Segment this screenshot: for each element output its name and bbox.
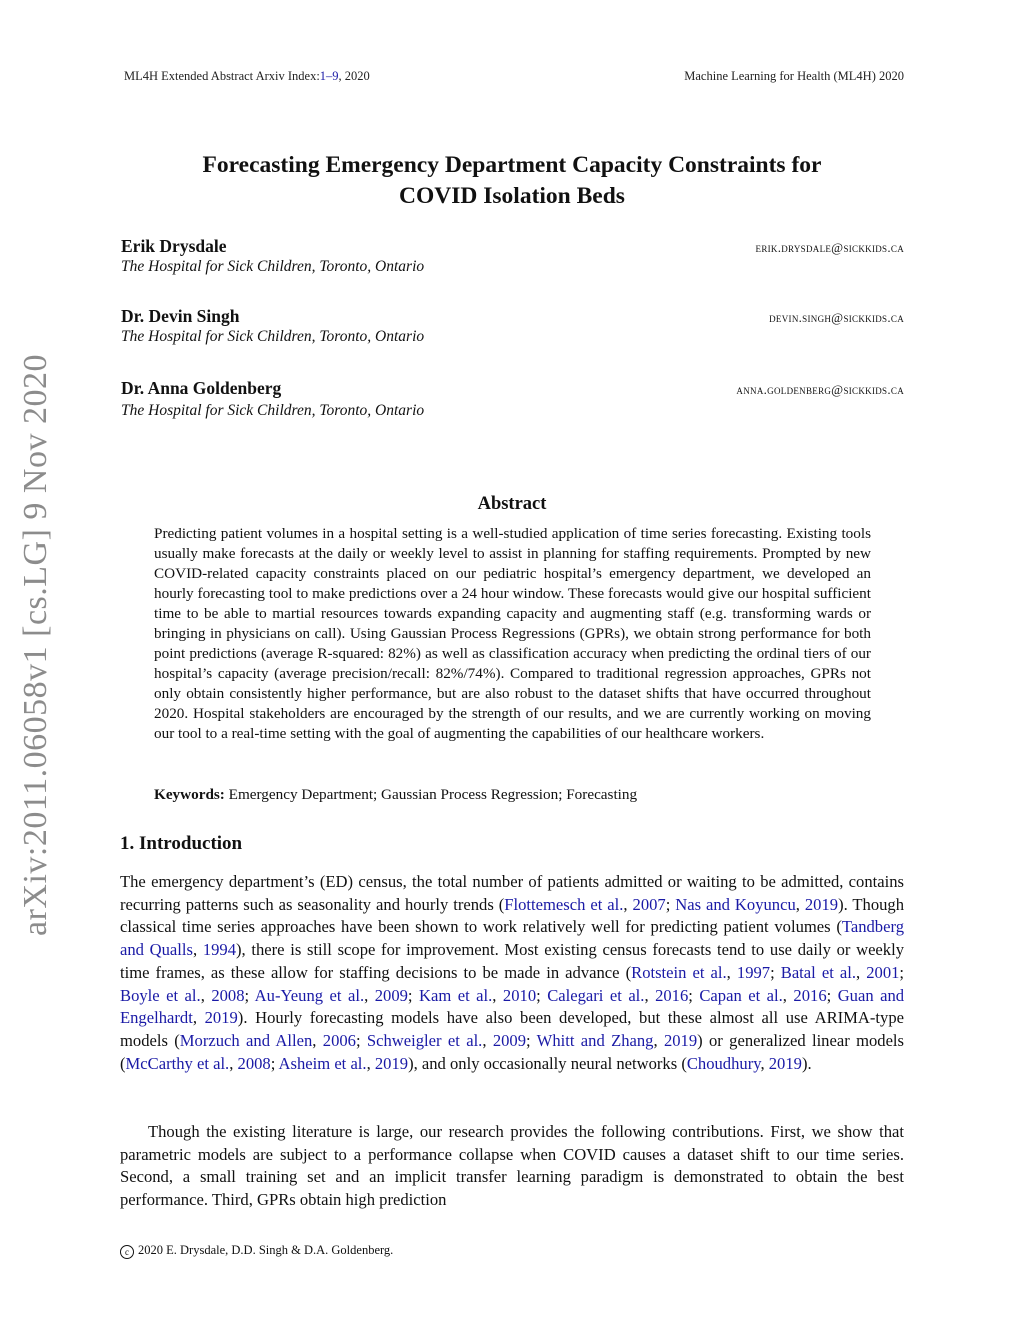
paragraph-text: ,: [795, 894, 805, 914]
copyright-text: 2020 E. Drysdale, D.D. Singh & D.A. Goldenberg.: [138, 1243, 394, 1257]
citation-link[interactable]: 2001: [866, 962, 900, 982]
paragraph-text: ;: [355, 1030, 367, 1050]
paragraph-text: ,: [856, 962, 867, 982]
paragraph-text: ,: [312, 1030, 323, 1050]
citation-link[interactable]: 2008: [211, 985, 245, 1005]
author-email: erik.drysdale@sickkids.ca: [755, 240, 904, 255]
citation-link[interactable]: Choudhury: [686, 1053, 761, 1073]
citation-link[interactable]: 2016: [793, 985, 827, 1005]
citation-link[interactable]: Morzuch and Allen: [179, 1030, 313, 1050]
citation-link[interactable]: 2019: [768, 1053, 802, 1073]
citation-link[interactable]: 2019: [663, 1030, 698, 1050]
citation-link[interactable]: Schweigler et al.: [366, 1030, 483, 1050]
citation-link[interactable]: 2009: [374, 985, 408, 1005]
citation-link[interactable]: 1997: [736, 962, 771, 982]
paragraph-text: ,: [644, 985, 656, 1005]
paragraph-text: ), and only occasionally neural networks (: [408, 1053, 687, 1073]
citation-link[interactable]: 2010: [502, 985, 537, 1005]
author-email: devin.singh@sickkids.ca: [769, 310, 904, 325]
citation-link[interactable]: Asheim et al.: [278, 1053, 367, 1073]
intro-paragraph-1: [120, 871, 904, 1075]
author-name: Erik Drysdale: [121, 236, 227, 256]
paragraph-text: ,: [726, 962, 737, 982]
running-header-left: [124, 69, 370, 84]
citation-link[interactable]: 2019: [804, 894, 839, 914]
header-pages-link[interactable]: 1–9: [319, 69, 339, 83]
copyright-icon: c: [120, 1245, 134, 1259]
paragraph-text: ;: [665, 894, 676, 914]
paragraph-text: ,: [653, 1030, 664, 1050]
paragraph-text: ;: [826, 985, 838, 1005]
paragraph-text: ,: [364, 985, 375, 1005]
paragraph-text: ,: [229, 1053, 238, 1073]
paragraph-text: ,: [492, 985, 503, 1005]
author-affiliation: The Hospital for Sick Children, Toronto, Ontario: [121, 328, 425, 345]
citation-link[interactable]: Tandberg and Qualls: [120, 917, 904, 960]
paragraph-text: ,: [366, 1053, 375, 1073]
citation-link[interactable]: 2019: [204, 1008, 238, 1028]
citation-link[interactable]: Kam et al.: [419, 985, 493, 1005]
header-year: , 2020: [338, 69, 370, 83]
title-line-1: Forecasting Emergency Department Capacity Constraints for: [202, 152, 822, 178]
keywords-line: [154, 786, 637, 804]
paragraph-text: ;: [270, 1053, 279, 1073]
paragraph-text: ,: [782, 985, 794, 1005]
paragraph-text: ;: [244, 985, 255, 1005]
header-index-label: ML4H Extended Abstract Arxiv Index:: [124, 69, 320, 83]
citation-link[interactable]: Nas and Koyuncu: [675, 894, 796, 914]
title-line-2: COVID Isolation Beds: [399, 183, 625, 209]
running-header-right: Machine Learning for Health (ML4H) 2020: [684, 69, 904, 83]
citation-link[interactable]: Guan and Engelhardt: [120, 985, 905, 1028]
citation-link[interactable]: 2009: [492, 1030, 526, 1050]
citation-link[interactable]: 2016: [655, 985, 689, 1005]
citation-link[interactable]: Calegari et al.: [547, 985, 645, 1005]
citation-link[interactable]: Au-Yeung et al.: [254, 985, 365, 1005]
citation-link[interactable]: McCarthy et al.: [125, 1053, 230, 1073]
citation-link[interactable]: Whitt and Zhang: [536, 1030, 654, 1050]
paragraph-text: ;: [899, 962, 905, 982]
paragraph-text: ,: [760, 1053, 769, 1073]
author-name: Dr. Anna Goldenberg: [121, 378, 282, 398]
citation-link[interactable]: 2006: [322, 1030, 356, 1050]
paragraph-text: ) or generalized linear models (: [120, 1030, 904, 1073]
abstract-heading: Abstract: [477, 494, 547, 514]
paragraph-text: ). Though classical time series approaches have been shown to work relatively well for predicting patient volumes (: [120, 894, 905, 937]
paragraph-text: ), there is still scope for improvement. Most existing census forecasts tend to use daily or weekly time frames, as these allow for staffing decisions to be made in advance (: [120, 940, 905, 982]
keywords-label: Keywords:: [154, 786, 225, 803]
author-name: Dr. Devin Singh: [121, 306, 240, 326]
citation-link[interactable]: 2019: [374, 1053, 409, 1073]
paragraph-text: The emergency department’s (ED) census, the total number of patients admitted or waiting to be admitted, contains recurring patterns such as seasonality and hourly trends (: [120, 872, 904, 914]
author-email: anna.goldenberg@sickkids.ca: [736, 382, 904, 397]
paragraph-text: ,: [200, 985, 212, 1005]
paragraph-text: ).: [801, 1053, 812, 1073]
citation-link[interactable]: Flottemesch et al.: [504, 894, 624, 914]
paragraph-text: ,: [192, 940, 203, 960]
citation-link[interactable]: Batal et al.: [780, 962, 856, 982]
arxiv-stamp: [6, 355, 66, 935]
paragraph-text: ;: [688, 985, 700, 1005]
author-affiliation: The Hospital for Sick Children, Toronto, Ontario: [121, 402, 425, 419]
paragraph-text: ;: [536, 985, 548, 1005]
paragraph-text: ). Hourly forecasting models have also been developed, but these almost all use ARIMA-type models (: [120, 1008, 904, 1050]
paragraph-text: ;: [407, 985, 419, 1005]
paragraph-text: ;: [526, 1030, 537, 1050]
citation-link[interactable]: 2008: [237, 1053, 271, 1073]
intro-paragraph-2: Though the existing literature is large, our research provides the following contributions. First, we show that parametric models are subject to a performance collapse when COVID causes a dataset shift to our time series. Second, a small training set and an implicit transfer learning paradigm is demonstrated to obtain the best performance. Third, GPRs obtain high prediction: [120, 1122, 904, 1210]
copyright-footer: [120, 1243, 393, 1259]
paragraph-text: ,: [192, 1008, 205, 1028]
arxiv-stamp-text: arXiv:2011.06058v1 [cs.LG] 9 Nov 2020: [17, 354, 55, 936]
author-affiliation: The Hospital for Sick Children, Toronto, Ontario: [121, 258, 425, 275]
abstract-text: Predicting patient volumes in a hospital setting is a well-studied application of time series forecasting. Existing tools usually make forecasts at the daily or weekly level to assist in planning for staffing requirements. Prompted by new COVID-related capacity constraints placed on our pediatric hospital’s emergency department, we developed an hourly forecasting tool to make predictions over a 24 hour window. These forecasts would give our hospital sufficient time to be able to martial resources towards expanding capacity and augmenting staff (e.g. transforming wards or bringing in physicians on call). Using Gaussian Process Regressions (GPRs), we obtain strong performance for both point predictions (average R-squared: 82%) as well as classification accuracy when predicting the ordinal tiers of our hospital’s capacity (average precision/recall: 82%/74%). Compared to traditional regression approaches, GPRs not only obtain consistently higher performance, but are also robust to the dataset shifts that have occurred throughout 2020. Hospital stakeholders are encouraged by the strength of our results, and we are currently working on moving our tool to a real-time setting with the goal of augmenting the capabilities of our healthcare workers.: [154, 525, 871, 742]
citation-link[interactable]: Rotstein et al.: [631, 962, 727, 982]
section-heading: 1. Introduction: [120, 833, 243, 854]
keywords-list: Emergency Department; Gaussian Process Regression; Forecasting: [228, 786, 638, 803]
paper-title: [120, 150, 904, 212]
paragraph-text: ,: [482, 1030, 493, 1050]
citation-link[interactable]: Capan et al.: [699, 985, 783, 1005]
paragraph-text: ;: [770, 962, 781, 982]
citation-link[interactable]: 2007: [632, 894, 666, 914]
citation-link[interactable]: 1994: [202, 940, 237, 960]
citation-link[interactable]: Boyle et al.: [120, 985, 201, 1005]
paragraph-text: ,: [623, 894, 633, 914]
